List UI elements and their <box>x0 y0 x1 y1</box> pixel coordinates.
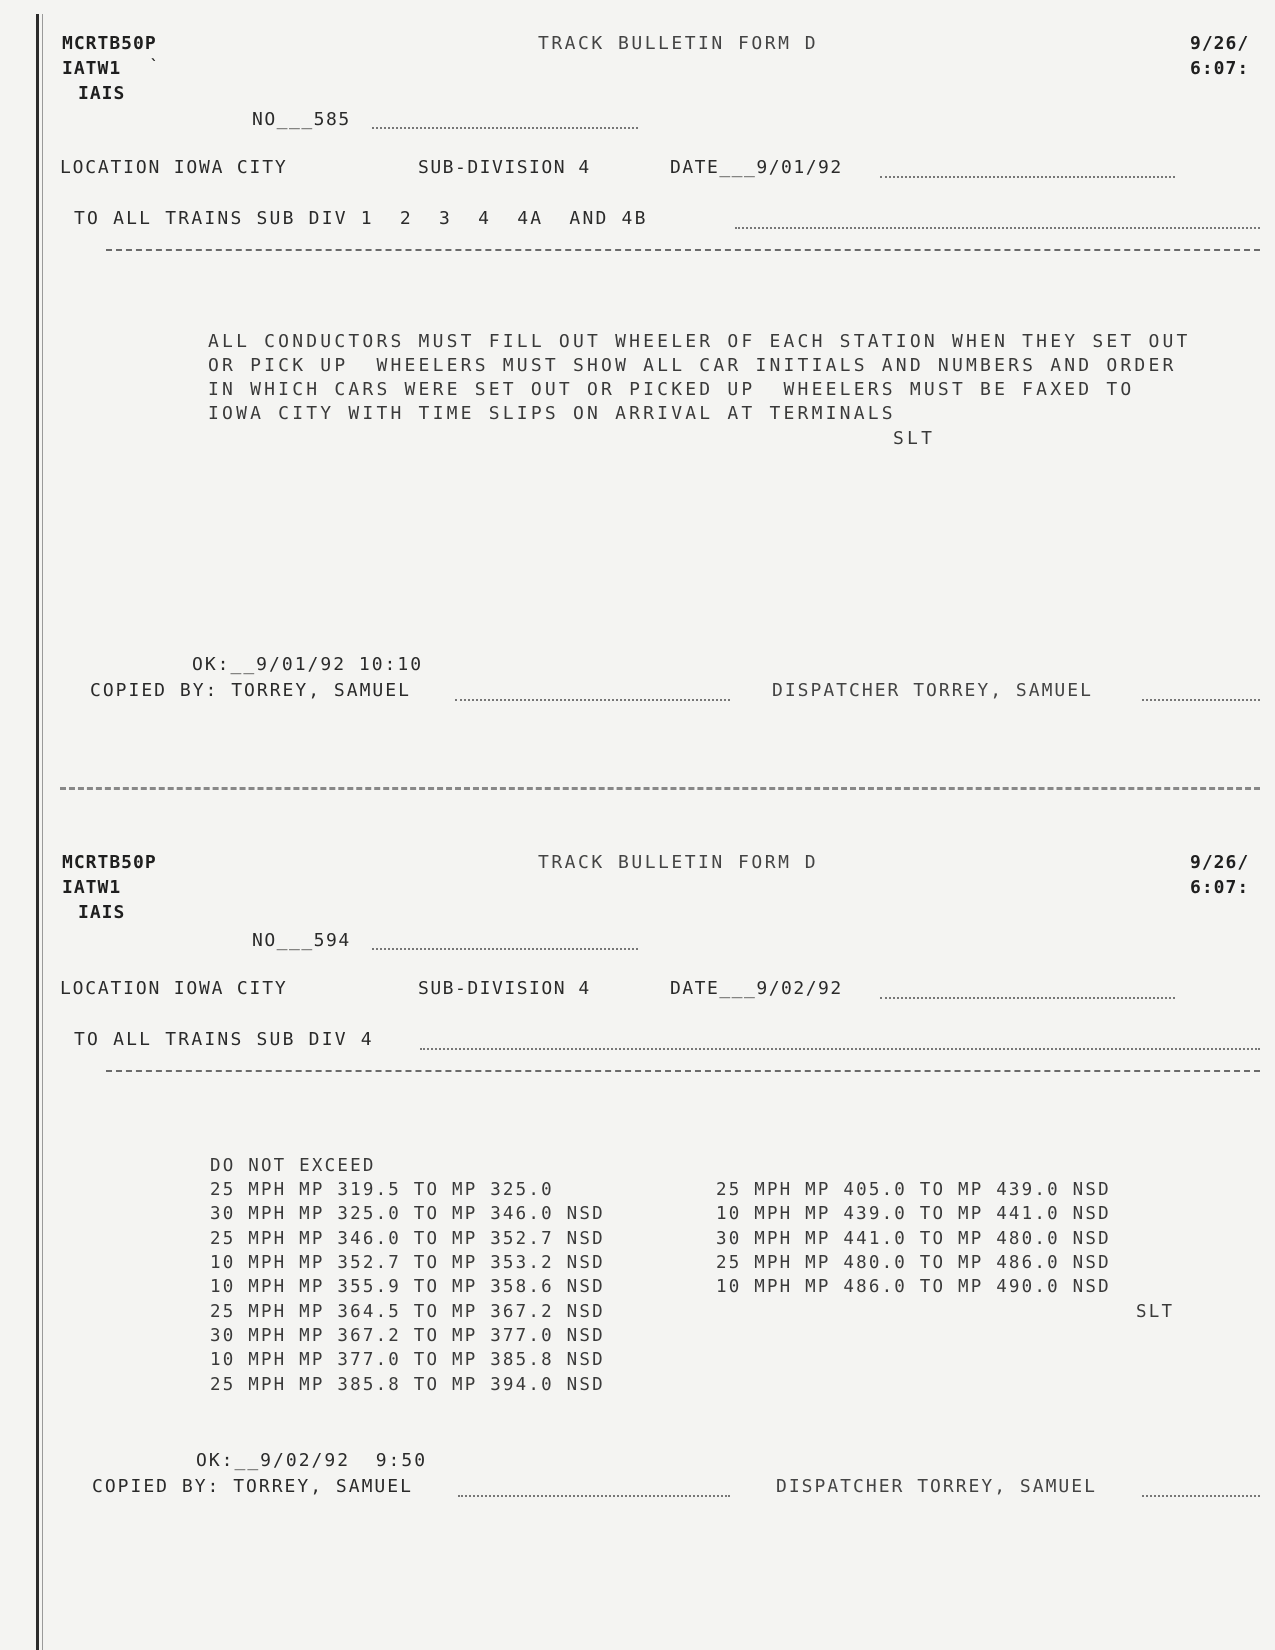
bulletin-title: TRACK BULLETIN FORM D <box>538 852 819 873</box>
ok-timestamp: OK:__9/02/92 9:50 <box>196 1450 428 1471</box>
perforation-tear-line <box>60 787 1260 790</box>
operator-initials: SLT <box>893 428 936 449</box>
railroad-id: IAIS <box>78 83 126 104</box>
restriction-row: 10 MPH MP 486.0 TO MP 490.0 NSD <box>716 1277 1111 1297</box>
restriction-row: 10 MPH MP 355.9 TO MP 358.6 NSD <box>210 1277 605 1297</box>
restriction-row: 30 MPH MP 325.0 TO MP 346.0 NSD <box>210 1204 605 1224</box>
bulletin-date: DATE___9/01/92 <box>670 157 843 178</box>
terminal-mark: ` <box>150 58 160 74</box>
addressed-to: TO ALL TRAINS SUB DIV 4 <box>74 1029 374 1050</box>
restriction-row: 10 MPH MP 439.0 TO MP 441.0 NSD <box>716 1204 1111 1224</box>
dispatcher-fill-line <box>1142 699 1260 701</box>
ok-timestamp: OK:__9/01/92 10:10 <box>192 654 424 675</box>
binding-edge-shadow <box>42 14 43 1650</box>
dispatcher: DISPATCHER TORREY, SAMUEL <box>772 680 1093 701</box>
restriction-row: 25 MPH MP 405.0 TO MP 439.0 NSD <box>716 1180 1111 1200</box>
restriction-row: 10 MPH MP 377.0 TO MP 385.8 NSD <box>210 1350 605 1370</box>
binding-edge <box>36 14 39 1650</box>
message-line-3: IN WHICH CARS WERE SET OUT OR PICKED UP WHEELERS MUST BE FAXED TO <box>208 379 1135 400</box>
number-fill-line <box>372 948 638 950</box>
message-line-1: ALL CONDUCTORS MUST FILL OUT WHEELER OF EACH STATION WHEN THEY SET OUT <box>208 331 1191 352</box>
header-divider <box>106 249 1260 251</box>
restriction-row: 30 MPH MP 441.0 TO MP 480.0 NSD <box>716 1229 1111 1249</box>
restriction-row: 25 MPH MP 319.5 TO MP 325.0 <box>210 1180 554 1200</box>
restriction-row: 30 MPH MP 367.2 TO MP 377.0 NSD <box>210 1326 605 1346</box>
copied-by: COPIED BY: TORREY, SAMUEL <box>90 680 411 701</box>
dispatcher-fill-line <box>1142 1495 1260 1497</box>
bulletin-number: NO___585 <box>252 109 351 130</box>
number-fill-line <box>372 127 638 129</box>
to-fill-line <box>420 1048 1260 1050</box>
print-time: 6:07: <box>1190 58 1250 79</box>
copied-by-fill-line <box>458 1495 730 1497</box>
sub-division: SUB-DIVISION 4 <box>418 157 591 178</box>
location: LOCATION IOWA CITY <box>60 978 288 999</box>
copied-by-fill-line <box>455 699 730 701</box>
restriction-row: 25 MPH MP 385.8 TO MP 394.0 NSD <box>210 1375 605 1395</box>
copied-by: COPIED BY: TORREY, SAMUEL <box>92 1476 413 1497</box>
date-fill-line <box>880 997 1175 999</box>
operator-initials: SLT <box>1136 1302 1175 1322</box>
restriction-row: 25 MPH MP 364.5 TO MP 367.2 NSD <box>210 1302 605 1322</box>
terminal-id: IATW1 <box>62 58 122 79</box>
sub-division: SUB-DIVISION 4 <box>418 978 591 999</box>
location: LOCATION IOWA CITY <box>60 157 288 178</box>
terminal-id: IATW1 <box>62 877 122 898</box>
railroad-id: IAIS <box>78 902 126 923</box>
dispatcher: DISPATCHER TORREY, SAMUEL <box>776 1476 1097 1497</box>
bulletin-title: TRACK BULLETIN FORM D <box>538 33 819 54</box>
restriction-heading: DO NOT EXCEED <box>210 1156 376 1176</box>
restriction-row: 25 MPH MP 346.0 TO MP 352.7 NSD <box>210 1229 605 1249</box>
print-time: 6:07: <box>1190 877 1250 898</box>
message-line-2: OR PICK UP WHEELERS MUST SHOW ALL CAR INITIALS AND NUMBERS AND ORDER <box>208 355 1177 376</box>
print-date: 9/26/ <box>1190 852 1250 873</box>
system-id: MCRTB50P <box>62 852 157 873</box>
restriction-row: 25 MPH MP 480.0 TO MP 486.0 NSD <box>716 1253 1111 1273</box>
date-fill-line <box>880 176 1175 178</box>
print-date: 9/26/ <box>1190 33 1250 54</box>
addressed-to: TO ALL TRAINS SUB DIV 1 2 3 4 4A AND 4B <box>74 208 648 229</box>
to-fill-line <box>735 227 1260 229</box>
header-divider <box>106 1070 1260 1072</box>
system-id: MCRTB50P <box>62 33 157 54</box>
restriction-row: 10 MPH MP 352.7 TO MP 353.2 NSD <box>210 1253 605 1273</box>
bulletin-number: NO___594 <box>252 930 351 951</box>
bulletin-date: DATE___9/02/92 <box>670 978 843 999</box>
message-line-4: IOWA CITY WITH TIME SLIPS ON ARRIVAL AT TERMINALS <box>208 403 896 424</box>
